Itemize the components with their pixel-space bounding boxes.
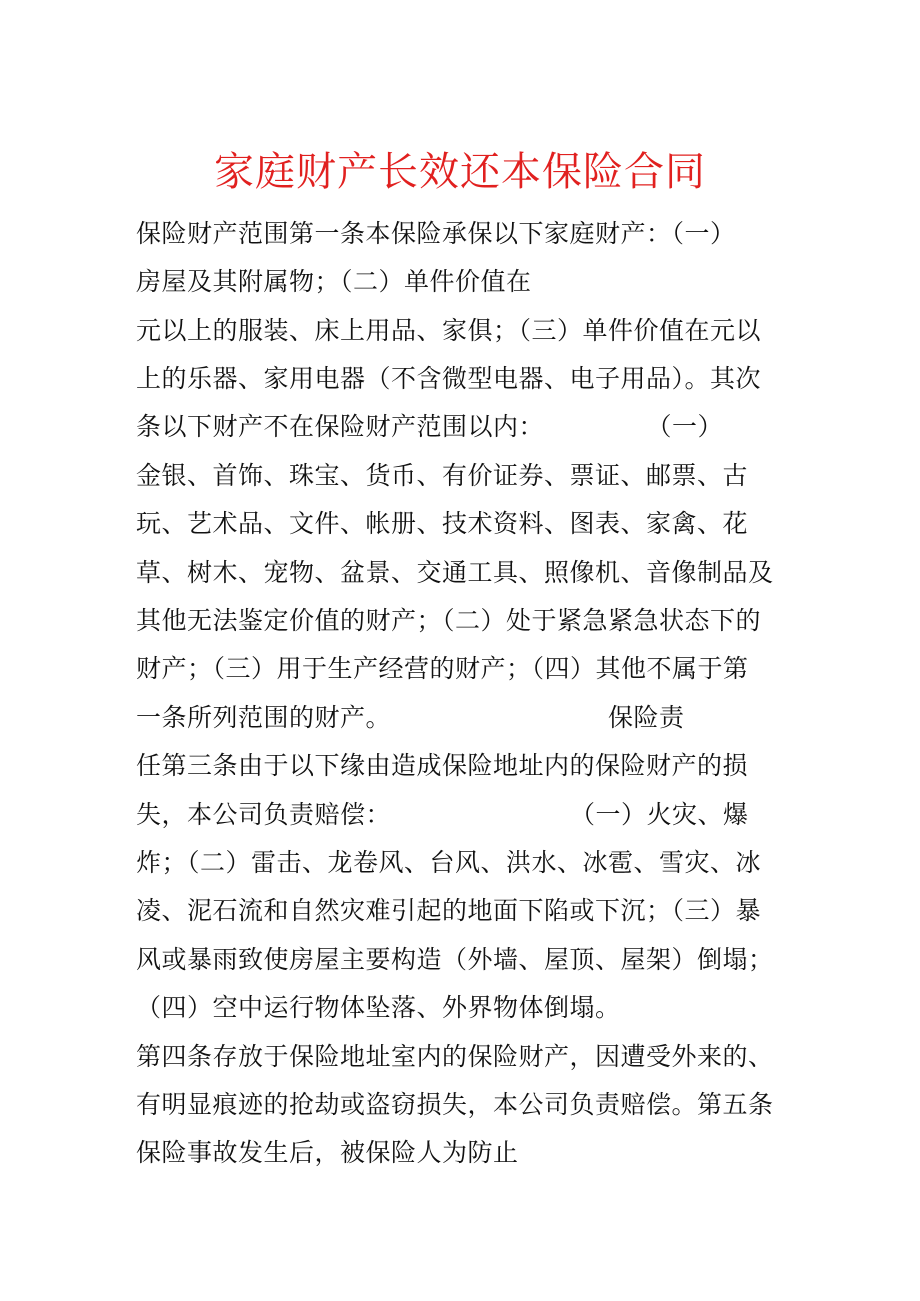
- text-line: 草、树木、宠物、盆景、交通工具、照像机、音像制品及: [136, 558, 774, 587]
- text-line: 有明显痕迹的抢劫或盗窃损失，本公司负责赔偿。第五条: [136, 1090, 774, 1119]
- text-line: 保险财产范围第一条本保险承保以下家庭财产：（一）: [136, 219, 736, 248]
- text-line: 失，本公司负责赔偿： （一）火灾、爆: [136, 800, 749, 829]
- text-line: 金银、首饰、珠宝、货币、有价证券、票证、邮票、古: [136, 461, 749, 490]
- text-line: 保险事故发生后，被保险人为防止: [136, 1138, 519, 1167]
- text-line: 风或暴雨致使房屋主要构造（外墙、屋顶、屋架）倒塌；: [136, 945, 774, 974]
- document-title: 家庭财产长效还本保险合同: [214, 149, 706, 195]
- text-line: 一条所列范围的财产。 保险责: [136, 703, 685, 732]
- text-line: 条以下财产不在保险财产范围以内： （一）: [136, 412, 724, 441]
- text-line: 元以上的服装、床上用品、家俱；（三）单件价值在元以: [136, 316, 762, 345]
- text-line: 其他无法鉴定价值的财产；（二）处于紧急紧急状态下的: [136, 606, 762, 635]
- text-line: （四）空中运行物体坠落、外界物体倒塌。: [136, 993, 621, 1022]
- text-line: 房屋及其附属物；（二）单件价值在: [136, 267, 532, 296]
- text-line: 任第三条由于以下缘由造成保险地址内的保险财产的损: [136, 751, 749, 780]
- text-line: 凌、泥石流和自然灾难引起的地面下陷或下沉；（三）暴: [136, 896, 762, 925]
- text-line: 第四条存放于保险地址室内的保险财产，因遭受外来的、: [136, 1042, 774, 1071]
- text-line: 上的乐器、家用电器（不含微型电器、电子用品）。其次: [136, 364, 762, 393]
- text-line: 玩、艺术品、文件、帐册、技术资料、图表、家禽、花: [136, 509, 749, 538]
- text-line: 炸；（二）雷击、龙卷风、台风、洪水、冰雹、雪灾、冰: [136, 848, 762, 877]
- text-line: 财产；（三）用于生产经营的财产；（四）其他不属于第: [136, 654, 749, 683]
